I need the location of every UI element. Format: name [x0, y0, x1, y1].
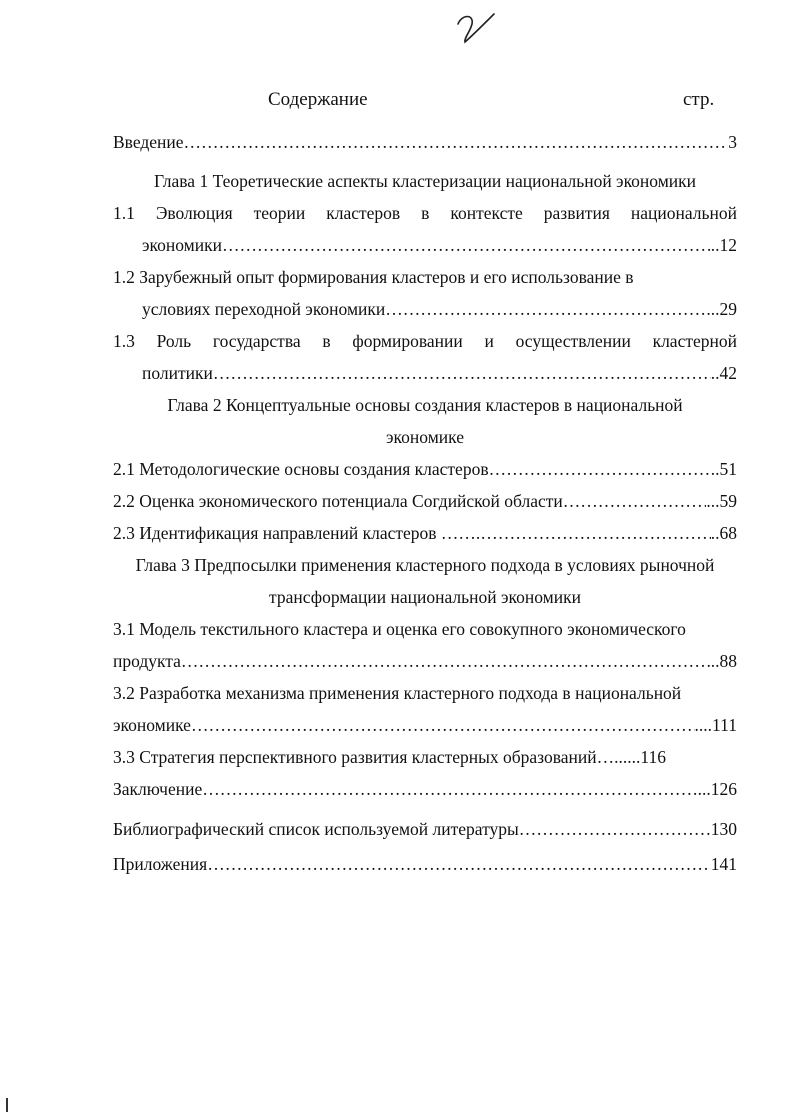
toc-page-number: ....111: [694, 715, 737, 735]
dot-leader: [207, 853, 711, 875]
dot-leader: [191, 714, 695, 736]
handwritten-mark: [448, 8, 500, 48]
toc-label: 2.3 Идентификация направлений кластеров …….: [113, 523, 481, 543]
toc-page-number: ...29: [706, 299, 737, 319]
toc-entry-1-2[interactable]: [142, 298, 737, 320]
toc-page-number: ...126: [697, 779, 737, 799]
dot-leader: [489, 458, 711, 480]
dot-leader: [213, 362, 711, 384]
toc-label: политики: [142, 363, 213, 383]
toc-entry-1-1[interactable]: [142, 234, 737, 256]
toc-entry-1-3[interactable]: [142, 362, 737, 384]
toc-label: 2.2 Оценка экономического потенциала Согдийской области: [113, 491, 563, 511]
toc-label: Библиографический список используемой литературы: [113, 819, 519, 839]
toc-entry-3-2-line1: 3.2 Разработка механизма применения кластерного подхода в национальной: [113, 683, 682, 703]
toc-entry-2-2[interactable]: [113, 490, 737, 512]
toc-entry-1-3-line1: 1.3 Роль государства в формировании и осуществлении кластерной: [113, 331, 737, 351]
toc-label: 3.3 Стратегия перспективного развития кластерных образований: [113, 747, 597, 767]
toc-entry-3-2[interactable]: [113, 714, 737, 736]
chapter-3-title-line1: Глава 3 Предпосылки применения кластерного подхода в условиях рыночной: [135, 555, 715, 575]
toc-label: Приложения: [113, 854, 208, 874]
toc-entry-1-1-line1: 1.1 Эволюция теории кластеров в контексте развития национальной: [113, 203, 737, 223]
scan-edge-mark: [6, 1098, 8, 1112]
toc-page-number: ..12: [710, 235, 737, 255]
dot-leader: [184, 131, 729, 153]
dot-leader: [563, 490, 707, 512]
dot-leader: [385, 298, 706, 320]
toc-entry-1-2-line1: 1.2 Зарубежный опыт формирования кластеров и его использование в: [113, 267, 634, 287]
chapter-1-title: Глава 1 Теоретические аспекты кластеризации национальной экономики: [153, 171, 697, 191]
toc-entry-intro[interactable]: [113, 131, 737, 153]
toc-label: Заключение: [113, 779, 203, 799]
toc-entry-3-1[interactable]: [113, 650, 737, 672]
toc-page-number: ..42: [710, 363, 737, 383]
toc-page-number: ..68: [710, 523, 737, 543]
toc-label: экономики: [142, 235, 222, 255]
toc-page-number: …......116: [596, 747, 666, 767]
toc-entry-conclusion[interactable]: [113, 778, 737, 800]
toc-entry-appendix[interactable]: [113, 853, 737, 875]
toc-label: Введение: [113, 132, 184, 152]
toc-entry-3-3[interactable]: [113, 746, 737, 768]
toc-entry-2-1[interactable]: [113, 458, 737, 480]
toc-entry-bibliography[interactable]: [113, 818, 737, 840]
toc-page-number: 130: [710, 819, 737, 839]
dot-leader: [480, 522, 710, 544]
page-title: Содержание: [268, 89, 368, 110]
dot-leader: [181, 650, 711, 672]
toc-label: продукта: [113, 651, 181, 671]
page-column-label: стр.: [683, 89, 715, 110]
chapter-2-title-line1: Глава 2 Концептуальные основы создания кластеров в национальной: [167, 395, 683, 415]
toc-page-number: ...59: [706, 491, 737, 511]
dot-leader: [222, 234, 711, 256]
chapter-2-title-line2: экономике: [386, 427, 464, 447]
toc-label: экономике: [113, 715, 191, 735]
toc-page-number: ..51: [710, 459, 737, 479]
toc-entry-2-3[interactable]: [113, 522, 737, 544]
toc-page-number: 3: [728, 132, 737, 152]
dot-leader: [519, 818, 711, 840]
toc-entry-3-1-line1: 3.1 Модель текстильного кластера и оценка его совокупного экономического: [113, 619, 686, 639]
toc-label: 2.1 Методологические основы создания кластеров: [113, 459, 489, 479]
toc-page-number: ..88: [710, 651, 737, 671]
dot-leader: [202, 778, 697, 800]
toc-page-number: 141: [710, 854, 737, 874]
toc-label: условиях переходной экономики: [142, 299, 386, 319]
chapter-3-title-line2: трансформации национальной экономики: [269, 587, 581, 607]
